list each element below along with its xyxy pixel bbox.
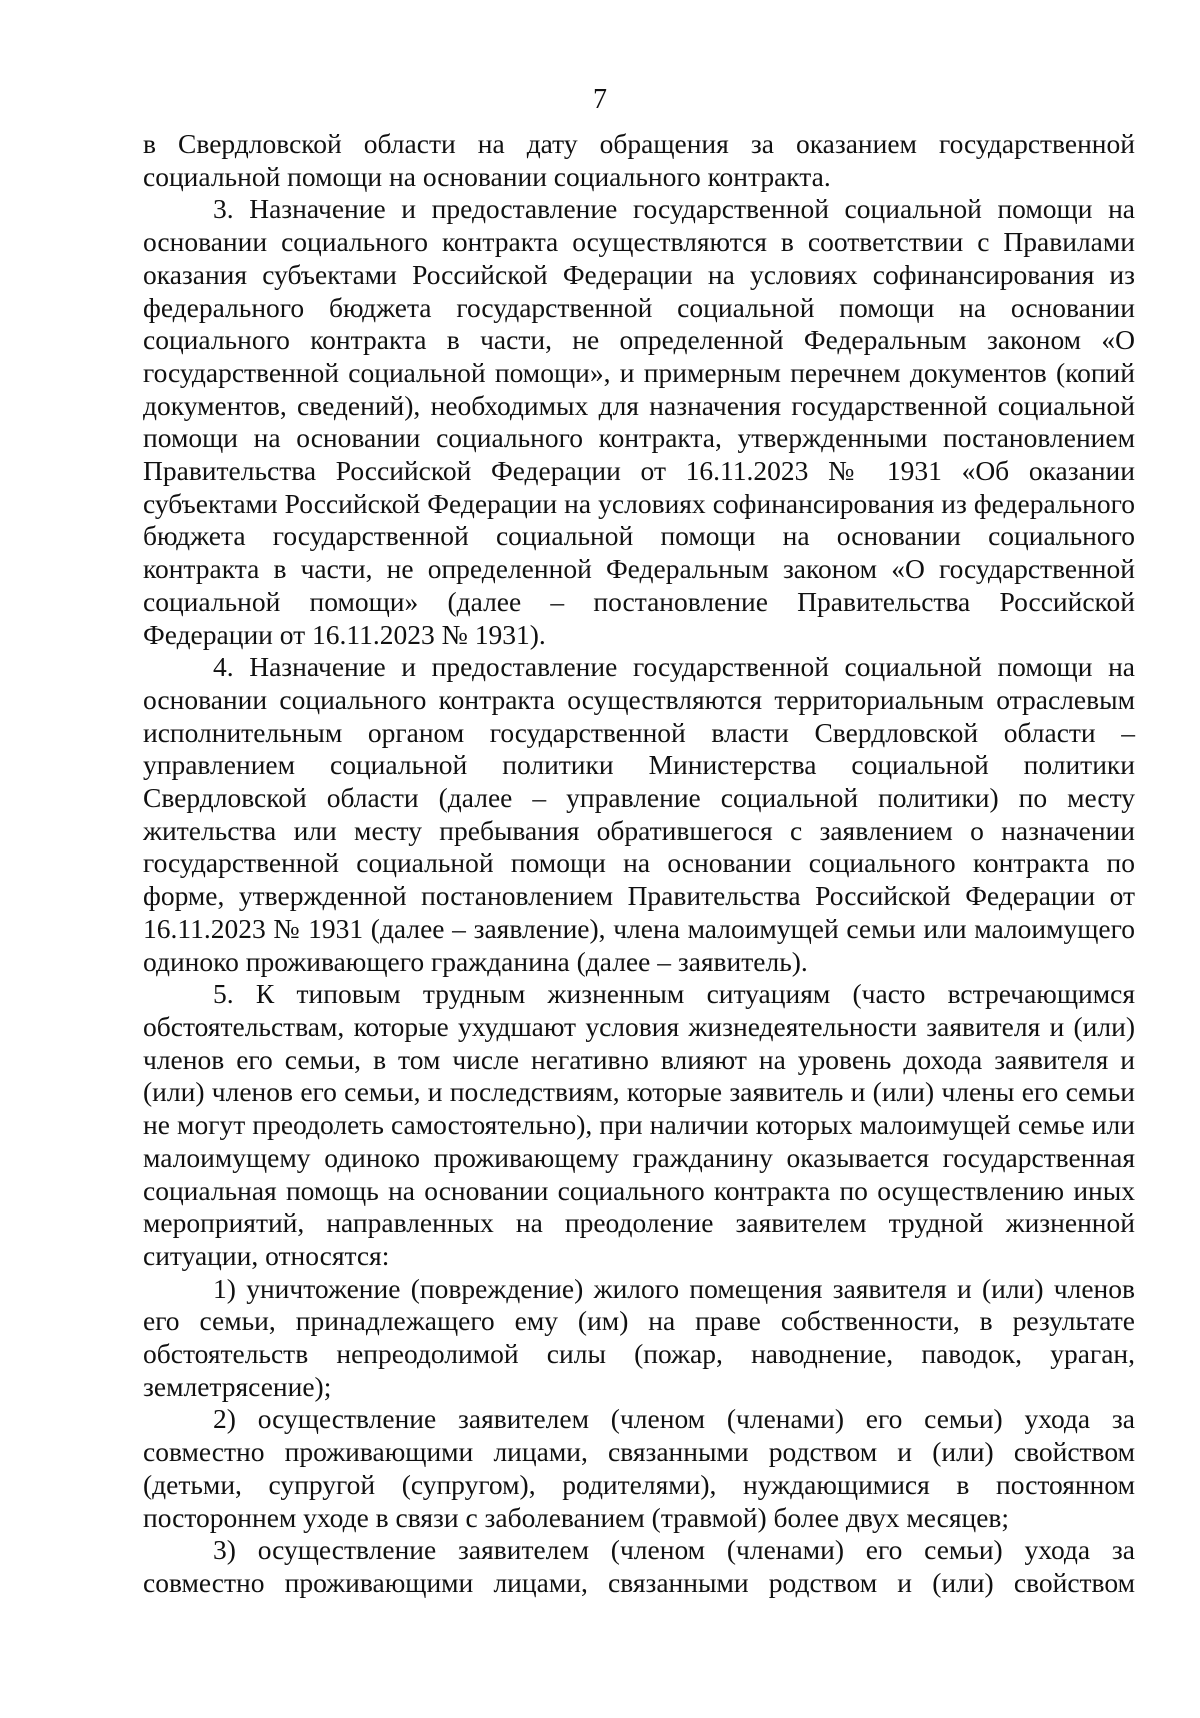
paragraph-continuation: в Свердловской области на дату обращения за оказанием государственной социальной помощи на основании социального контракта. (143, 128, 1135, 192)
paragraph-item-3: 3. Назначение и предоставление государственной социальной помощи на основании социального контракта осуществляются в соответствии с Правилами оказания субъектами Российской Федерации на условиях софинансирования из федерального бюджета государственной социальной помощи на основании социального контракта в части, не определенной Федеральным законом «О государственной социальной помощи», и примерным перечнем документов (копий документов, сведений), необходимых для назначения государственной социальной помощи на основании социального контракта, утвержденными постановлением Правительства Российской Федерации от 16.11.2023 № 1931 «Об оказании субъектами Российской Федерации на условиях софинансирования из федерального бюджета государственной социальной помощи на основании социального контракта в части, не определенной Федеральным законом «О государственной социальной помощи» (далее – постановление Правительства Российской Федерации от 16.11.2023 № 1931). (143, 193, 1135, 650)
page-number: 7 (593, 84, 607, 115)
subitem-3: 3) осуществление заявителем (членом (членами) его семьи) ухода за совместно проживающими лицами, связанными родством и (или) свойством (143, 1534, 1135, 1598)
document-body (143, 128, 1135, 1600)
subitem-2: 2) осуществление заявителем (членом (членами) его семьи) ухода за совместно проживающими лицами, связанными родством и (или) свойством (детьми, супругой (супругом), родителями), нуждающимися в постоянном постороннем уходе в связи с заболеванием (травмой) более двух месяцев; (143, 1403, 1135, 1533)
paragraph-item-5: 5. К типовым трудным жизненным ситуациям (часто встречающимся обстоятельствам, которые ухудшают условия жизнедеятельности заявителя и (или) членов его семьи, в том числе негативно влияют на уровень дохода заявителя и (или) членов его семьи, и последствиям, которые заявитель и (или) члены его семьи не могут преодолеть самостоятельно), при наличии которых малоимущей семье или малоимущему одиноко проживающему гражданину оказывается государственная социальная помощь на основании социального контракта по осуществлению иных мероприятий, направленных на преодоление заявителем трудной жизненной ситуации, относятся: (143, 978, 1135, 1271)
subitem-1: 1) уничтожение (повреждение) жилого помещения заявителя и (или) членов его семьи, принадлежащего ему (им) на праве собственности, в результате обстоятельств непреодолимой силы (пожар, наводнение, паводок, ураган, землетрясение); (143, 1272, 1135, 1402)
paragraph-item-4: 4. Назначение и предоставление государственной социальной помощи на основании социального контракта осуществляются территориальным отраслевым исполнительным органом государственной власти Свердловской области – управлением социальной политики Министерства социальной политики Свердловской области (далее – управление социальной политики) по месту жительства или месту пребывания обратившегося с заявлением о назначении государственной социальной помощи на основании социального контракта по форме, утвержденной постановлением Правительства Российской Федерации от 16.11.2023 № 1931 (далее – заявление), члена малоимущей семьи или малоимущего одиноко проживающего гражданина (далее – заявитель). (143, 651, 1135, 977)
